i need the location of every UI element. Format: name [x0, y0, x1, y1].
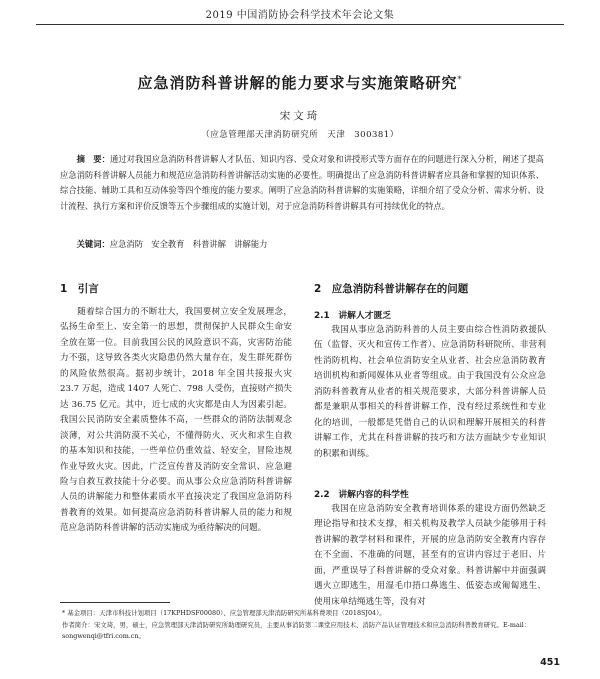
footnote-funding: * 基金项目：天津市科技计划项目（17KPHDSF00080）、应急管理部天津消防研究所基科费项目（2018SJ04）。 — [62, 609, 386, 617]
subsection-2-2-heading: 2.2 讲解内容的科学性 — [314, 490, 409, 500]
subsection-2-1-body: 我国从事应急消防科普的人员主要由综合性消防救援队伍（监督、灭火和宣传工作者）、应急消防科研院所、非营利性消防机构、社会单位消防安全从业者、社会应急消防教育培训机构和新闻媒体从业者等组成。由于我国没有公众应急消防科普教育从业者的相关规范要求，大部分科普讲解人员都是兼职从事相关的科普讲解工作，没有经过系统性和专业化的培训，一般都是凭借自己的认识和理解开展相关的科普讲解工作，尤其在科普讲解的技巧和方法方面缺少专业知识的积累和训练。 — [314, 325, 546, 459]
subsection-2-2-body: 我国在应急消防安全教育培训体系的建设方面仍然缺乏理论指导和技术支撑，相关机构及教学人员缺少能够用于科普讲解的教学材料和课件，开展的应急消防安全教育内容存在不全面、不准确的问题，甚至有的宣讲内容过于老旧、片面，严重误导了科普讲解的受众对象。科普讲解中并面强调遇火立即逃生，用湿毛巾捂口鼻逃生、低姿态或匍匐逃生、使用床单结绳逃生等，没有对 — [314, 504, 546, 607]
author-name: 宋文琦 — [279, 110, 321, 122]
abstract — [60, 152, 544, 214]
section-1-heading: 1 引言 — [60, 283, 99, 295]
page-number: 451 — [540, 657, 560, 668]
subsection-2-1-heading: 2.1 讲解人才匮乏 — [314, 311, 392, 321]
section-1-body: 随着综合国力的不断壮大，我国要树立安全发展理念，弘扬生命至上、安全第一的思想，贯彻保护人民群众生命安全放在第一位。目前我国公民的风险意识不高，灾害防治能力不强，这导致各类火灾隐患仍然大量存在，发生群死群伤的风险依然很高。据初步统计，2018 年全国共接报火灾 23.7 万起，造成 1407 人死亡、798 人受伤，直接财产损失达 36.75 亿元。其中，近七成的火灾都是由人为因素引起。我国公民消防安全素质整体不高，一些群众的消防法制观念淡薄，对公共消防漠不关心，不懂得防火、灭火和求生自救的基本知识和技能，一些单位仍重效益、轻安全，冒险违规作业导致火灾。因此，广泛宣传普及消防安全常识、应急避险与自救互救技能十分必要。而从事公众应急消防科普讲解人员的讲解能力和整体素质水平直接决定了我国应急消防科普教育的效果。如何提高应急消防科普讲解人员的能力和规范应急消防科普讲解的活动实施成为亟待解决的问题。 — [60, 307, 292, 534]
keywords-label: 关键词： — [76, 239, 110, 249]
running-header: 2019 中国消防协会科学技术年会论文集 — [205, 10, 395, 21]
footnote-rule — [60, 602, 170, 603]
title-footnote-mark: * — [457, 75, 463, 84]
paper-title-text: 应急消防科普讲解的能力要求与实施策略研究 — [137, 74, 458, 92]
abstract-label: 摘 要： — [76, 154, 110, 164]
header-rule — [36, 24, 564, 25]
author-affiliation: （应急管理部天津消防研究所 天津 300381） — [201, 130, 399, 140]
section-2-heading: 2 应急消防科普讲解存在的问题 — [314, 283, 469, 295]
keywords-text: 应急消防 安全教育 科普讲解 讲解能力 — [109, 239, 268, 249]
footnote-author-bio: 作者简介：宋文琦，男，硕士，应急管理部天津消防研究所助理研究员，主要从事消防第二课堂应用技术、消防产品认证管理技术和应急消防科普教育研究。E-mail：songwenqi@tfri.com.cn。 — [62, 621, 531, 640]
abstract-text: 通过对我国应急消防科普讲解人才队伍、知识内容、受众对象和讲授形式等方面存在的问题进行深入分析，阐述了提高应急消防科普讲解人员能力和规范应急消防科普讲解活动实施的必要性。明确提出了应急消防科普讲解者应具备和掌握的知识体系、综合技能、辅助工具和互动体验等四个维度的能力要求。阐明了应急消防科普讲解的实施策略，详细介绍了受众分析、需求分析、设计流程、执行方案和评价反馈等五个步骤组成的实施计划，对于应急消防科普讲解具有可持续优化的特点。 — [60, 154, 544, 211]
keywords — [60, 237, 544, 251]
paper-title — [0, 72, 600, 93]
